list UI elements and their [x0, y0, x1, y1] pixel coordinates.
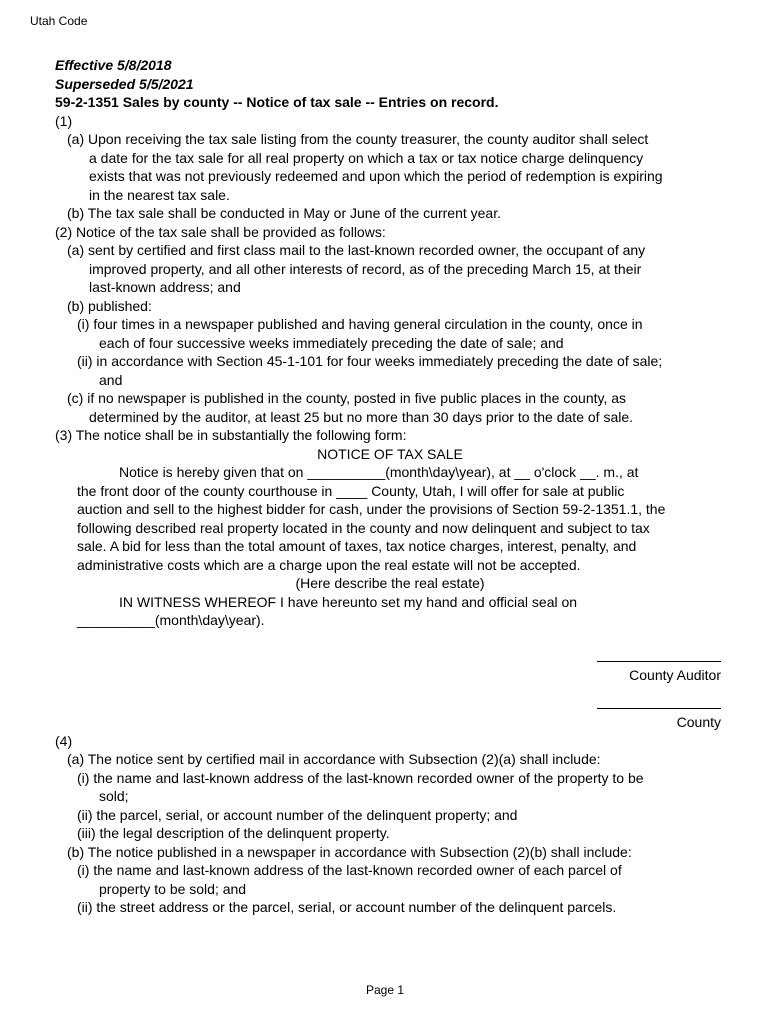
notice-body-line: auction and sell to the highest bidder for cash, under the provisions of Section 59-2-1351.1, the [77, 501, 666, 517]
subsection-2b: (b) published: [67, 297, 152, 314]
subsection-2b-i-line: each of four successive weeks immediately preceding the date of sale; and [99, 334, 564, 351]
notice-body-line: Notice is hereby given that on __________(month\day\year), at __ o'clock __. m., at [119, 464, 639, 480]
superseded-date: Superseded 5/5/2021 [55, 75, 194, 92]
notice-witness-line: __________(month\day\year). [77, 612, 265, 628]
subsection-4a-ii: (ii) the parcel, serial, or account number of the delinquent property; and [77, 806, 518, 823]
effective-date: Effective 5/8/2018 [55, 57, 172, 73]
subsection-2a-line: last-known address; and [89, 279, 241, 295]
subsection-1a-line: a date for the tax sale for all real property on which a tax or tax notice charge delinquency [89, 149, 644, 166]
subsection-4b-i-line: (i) the name and last-known address of the last-known recorded owner of each parcel of [77, 862, 622, 878]
subsection-2a-line: (a) sent by certified and first class mail to the last-known recorded owner, the occupant of any [67, 242, 646, 258]
subsection-2c-line: determined by the auditor, at least 25 but no more than 30 days prior to the date of sale. [89, 408, 634, 425]
notice-describe-placeholder: (Here describe the real estate) [295, 575, 485, 591]
subsection-4b: (b) The notice published in a newspaper in accordance with Subsection (2)(b) shall include: [67, 843, 632, 860]
subsection-2a-line: improved property, and all other interests of record, as of the preceding March 15, at their [89, 260, 642, 277]
notice-body-line: sale. A bid for less than the total amount of taxes, tax notice charges, interest, penalty, and [77, 538, 637, 554]
auditor-signature-label: County Auditor [629, 667, 721, 683]
section-title: 59-2-1351 Sales by county -- Notice of tax sale -- Entries on record. [55, 94, 499, 110]
subsection-1a-line: in the nearest tax sale. [89, 186, 230, 203]
notice-witness-line: IN WITNESS WHEREOF I have hereunto set my hand and official seal on [119, 593, 578, 610]
subsection-2b-ii-line: and [99, 371, 123, 388]
notice-body-line: the front door of the county courthouse in ____ County, Utah, I will offer for sale at public [77, 482, 625, 499]
subsection-1a-line: (a) Upon receiving the tax sale listing from the county treasurer, the county auditor shall select [67, 131, 649, 147]
subsection-4b-i-line: property to be sold; and [99, 880, 247, 897]
page-number: Page 1 [365, 983, 405, 997]
subsection-4-number: (4) [55, 732, 73, 749]
subsection-2b-i-line: (i) four times in a newspaper published and having general circulation in the county, once in [77, 316, 643, 332]
document-header-source: Utah Code [30, 14, 88, 28]
subsection-4a-i-line: (i) the name and last-known address of the last-known recorded owner of the property to be [77, 769, 644, 786]
subsection-2-intro: (2) Notice of the tax sale shall be provided as follows: [55, 223, 386, 240]
subsection-4a: (a) The notice sent by certified mail in accordance with Subsection (2)(a) shall include: [67, 751, 601, 767]
subsection-4a-iii: (iii) the legal description of the delinquent property. [77, 825, 390, 841]
statute-content [55, 56, 725, 917]
subsection-1b: (b) The tax sale shall be conducted in May or June of the current year. [67, 205, 501, 221]
notice-body-line: administrative costs which are a charge upon the real estate will not be accepted. [77, 556, 581, 573]
county-signature-line [55, 695, 725, 714]
subsection-4a-i-line: sold; [99, 788, 129, 804]
notice-body-line: following described real property located in the county and now delinquent and subject to tax [77, 519, 650, 536]
subsection-4b-ii: (ii) the street address or the parcel, serial, or account number of the delinquent parcels. [77, 899, 617, 915]
subsection-2b-ii-line: (ii) in accordance with Section 45-1-101 for four weeks immediately preceding the date of sale; [77, 353, 663, 369]
subsection-3-intro: (3) The notice shall be in substantially the following form: [55, 427, 407, 443]
auditor-signature-line [55, 648, 725, 667]
subsection-1a-line: exists that was not previously redeemed and upon which the period of redemption is expiring [89, 168, 663, 184]
subsection-1-number: (1) [55, 112, 73, 129]
county-signature-label: County [676, 714, 721, 730]
notice-title: NOTICE OF TAX SALE [317, 445, 463, 462]
subsection-2c-line: (c) if no newspaper is published in the county, posted in five public places in the county, as [67, 390, 627, 406]
